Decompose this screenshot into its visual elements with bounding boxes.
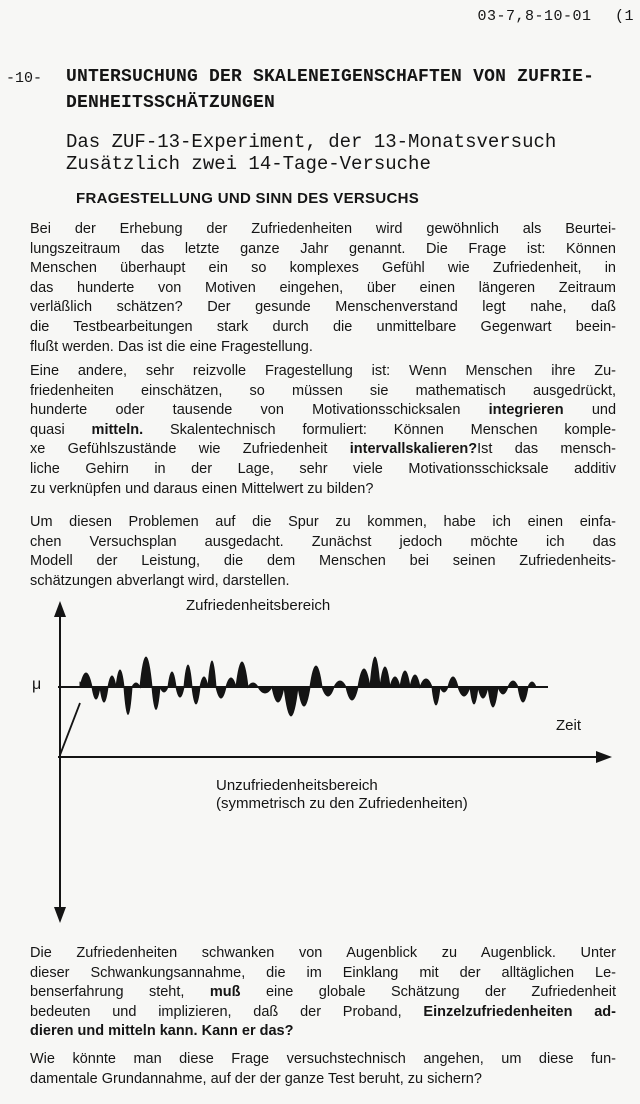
- paragraph-line: Wie könnte man diese Frage versuchstechnisch angehen, um diese fun-: [30, 1051, 616, 1067]
- paragraph-line: flußt werden. Das ist die eine Fragestellung.: [30, 338, 313, 355]
- paragraph-line: verläßlich schätzen? Der gesunde Menschenverstand legt nahe, daß: [30, 299, 616, 316]
- heading-line-2: DENHEITSSCHÄTZUNGEN: [66, 93, 276, 113]
- paragraph-line: lungszeitraum das letzte ganze Jahr genannt. Die Frage ist: Können: [30, 240, 616, 257]
- paragraph-line: [30, 1022, 616, 1042]
- page-marker: (1: [614, 8, 634, 25]
- subtitle-line-2: Zusätzlich zwei 14-Tage-Versuche: [66, 153, 431, 175]
- paragraph-3: [30, 513, 616, 591]
- paragraph-line: zu verknüpfen und daraus einen Mittelwert zu bilden?: [30, 480, 374, 497]
- paragraph-line: [30, 1003, 616, 1023]
- time-axis-arrow: [596, 751, 612, 763]
- subtitle-line-1: Das ZUF-13-Experiment, der 13-Monatsversuch: [66, 131, 557, 153]
- paragraph-2: [30, 362, 616, 499]
- reference-code: 03-7,8-10-01: [477, 8, 592, 25]
- paragraph-line: die Testbearbeitungen stark durch die unmittelbare Gegenwart beein-: [30, 318, 616, 335]
- paragraph-line: liche Gehirn in der Lage, sehr viele Motivationsschicksale additiv: [30, 460, 616, 477]
- emphasis-einzelzufriedenheiten: Einzelzufriedenheiten ad-: [423, 1003, 616, 1020]
- mean-label: μ: [32, 676, 42, 693]
- paragraph-5: [30, 1050, 616, 1089]
- dissatisfaction-range-label: Unzufriedenheitsbereich: [216, 777, 378, 794]
- paragraph-line: friedenheiten einschätzen, so müssen sie mathematisch ausgedrückt,: [30, 382, 616, 399]
- text-run: quasi: [30, 421, 65, 438]
- emphasis-muss: muß: [209, 984, 241, 1001]
- text-run: eine globale Schätzung der Zufriedenheit: [265, 984, 617, 1001]
- emphasis-addieren: dieren und mitteln kann. Kann er das?: [30, 1023, 294, 1040]
- text-run: benserfahrung steht,: [30, 984, 185, 1001]
- emphasis-mitteln: mitteln.: [91, 421, 144, 438]
- time-label: Zeit: [556, 717, 582, 734]
- paragraph-line: Modell der Leistung, die dem Menschen bei seinen Zufriedenheits-: [30, 553, 616, 570]
- paragraph-line: Um diesen Problemen auf die Spur zu kommen, habe ich einen einfa-: [30, 514, 616, 530]
- paragraph-line: dieser Schwankungsannahme, die im Einklang mit der alltäglichen Le-: [30, 964, 616, 981]
- symmetry-note: (symmetrisch zu den Zufriedenheiten): [216, 795, 468, 812]
- document-reference: [477, 8, 634, 25]
- paragraph-4: [30, 944, 616, 1042]
- text-run: bedeuten und implizieren, daß der Proband,: [30, 1003, 402, 1020]
- text-run: und: [591, 402, 617, 419]
- paragraph-line: [30, 983, 616, 1003]
- text-run: Skalentechnisch formuliert: Können Menschen komple-: [169, 421, 616, 438]
- text-run: hunderte oder tausende von Motivationsschicksalen: [30, 402, 461, 419]
- paragraph-line: damentale Grundannahme, auf der der ganze Test beruht, zu sichern?: [30, 1070, 482, 1087]
- rise-line: [60, 703, 80, 755]
- text-run: Ist das mensch-: [477, 441, 617, 458]
- satisfaction-range-label: Zufriedenheitsbereich: [186, 597, 331, 614]
- emphasis-intervallskalieren: intervallskalieren?: [349, 441, 478, 458]
- heading-line-1: UNTERSUCHUNG DER SKALENEIGENSCHAFTEN VON ZUFRIE-: [66, 67, 595, 87]
- paragraph-line: Menschen überhaupt ein so komplexes Gefühl wie Zufriedenheit, in: [30, 260, 616, 277]
- paragraph-line: [30, 401, 616, 421]
- paragraph-line: chen Versuchsplan ausgedacht. Zunächst jedoch möchte ich das: [30, 533, 616, 550]
- paragraph-line: Eine andere, sehr reizvolle Fragestellung ist: Wenn Menschen ihre Zu-: [30, 363, 616, 379]
- emphasis-integrieren: integrieren: [488, 402, 564, 419]
- axis-arrow-up: [54, 601, 66, 617]
- satisfaction-model-figure: [0, 595, 640, 940]
- section-title: FRAGESTELLUNG UND SINN DES VERSUCHS: [76, 190, 420, 207]
- paragraph-line: Bei der Erhebung der Zufriedenheiten wird gewöhnlich als Beurtei-: [30, 221, 616, 237]
- axis-arrow-down: [54, 907, 66, 923]
- paragraph-line: schätzungen abverlangt wird, darstellen.: [30, 572, 290, 589]
- satisfaction-wave-diagram: [0, 595, 640, 940]
- paragraph-line: [30, 440, 616, 460]
- page-number: -10-: [6, 70, 43, 87]
- paragraph-line: [30, 421, 616, 441]
- paragraph-line: das hunderte von Motiven eingehen, über einen längeren Zeitraum: [30, 279, 616, 296]
- paragraph-1: [30, 220, 616, 357]
- text-run: xe Gefühlszustände wie Zufriedenheit: [30, 441, 328, 458]
- paragraph-line: Die Zufriedenheiten schwanken von Augenblick zu Augenblick. Unter: [30, 945, 616, 961]
- page-heading: [66, 64, 626, 116]
